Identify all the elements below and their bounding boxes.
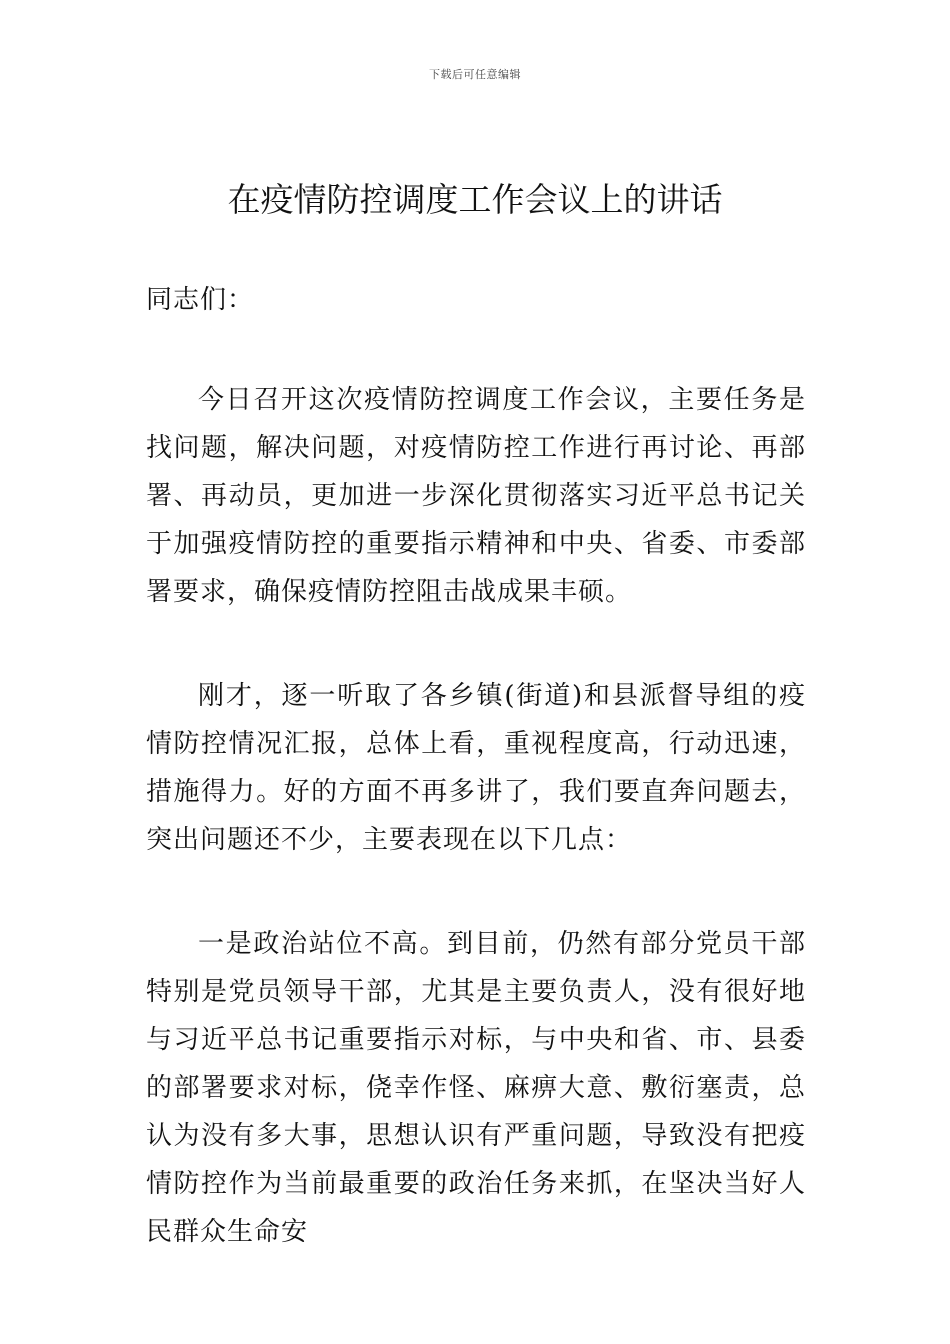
document-title: 在疫情防控调度工作会议上的讲话 — [227, 180, 723, 219]
header-note: 下载后可任意编辑 — [429, 68, 521, 81]
paragraph-1 — [146, 376, 806, 616]
paragraph-text: 今日召开这次疫情防控调度工作会议，主要任务是找问题，解决问题，对疫情防控工作进行再讨论、再部署、再动员，更加进一步深化贯彻落实习近平总书记关于加强疫情防控的重要指示精神和中央、省委、市委部署要求，确保疫情防控阻击战成果丰硕。 — [146, 385, 806, 607]
paragraph-2 — [146, 672, 806, 864]
paragraph-text: 刚才，逐一听取了各乡镇(街道)和县派督导组的疫情防控情况汇报，总体上看，重视程度高，行动迅速，措施得力。好的方面不再多讲了，我们要直奔问题去，突出问题还不少，主要表现在以下几点： — [146, 681, 806, 855]
paragraph-text: 一是政治站位不高。到目前，仍然有部分党员干部特别是党员领导干部，尤其是主要负责人，没有很好地与习近平总书记重要指示对标，与中央和省、市、县委的部署要求对标，侥幸作怪、麻痹大意、敷衍塞责，总认为没有多大事，思想认识有严重问题，导致没有把疫情防控作为当前最重要的政治任务来抓，在坚决当好人民群众生命安 — [146, 929, 806, 1247]
salutation: 同志们： — [146, 285, 255, 315]
paragraph-3 — [146, 920, 806, 1256]
